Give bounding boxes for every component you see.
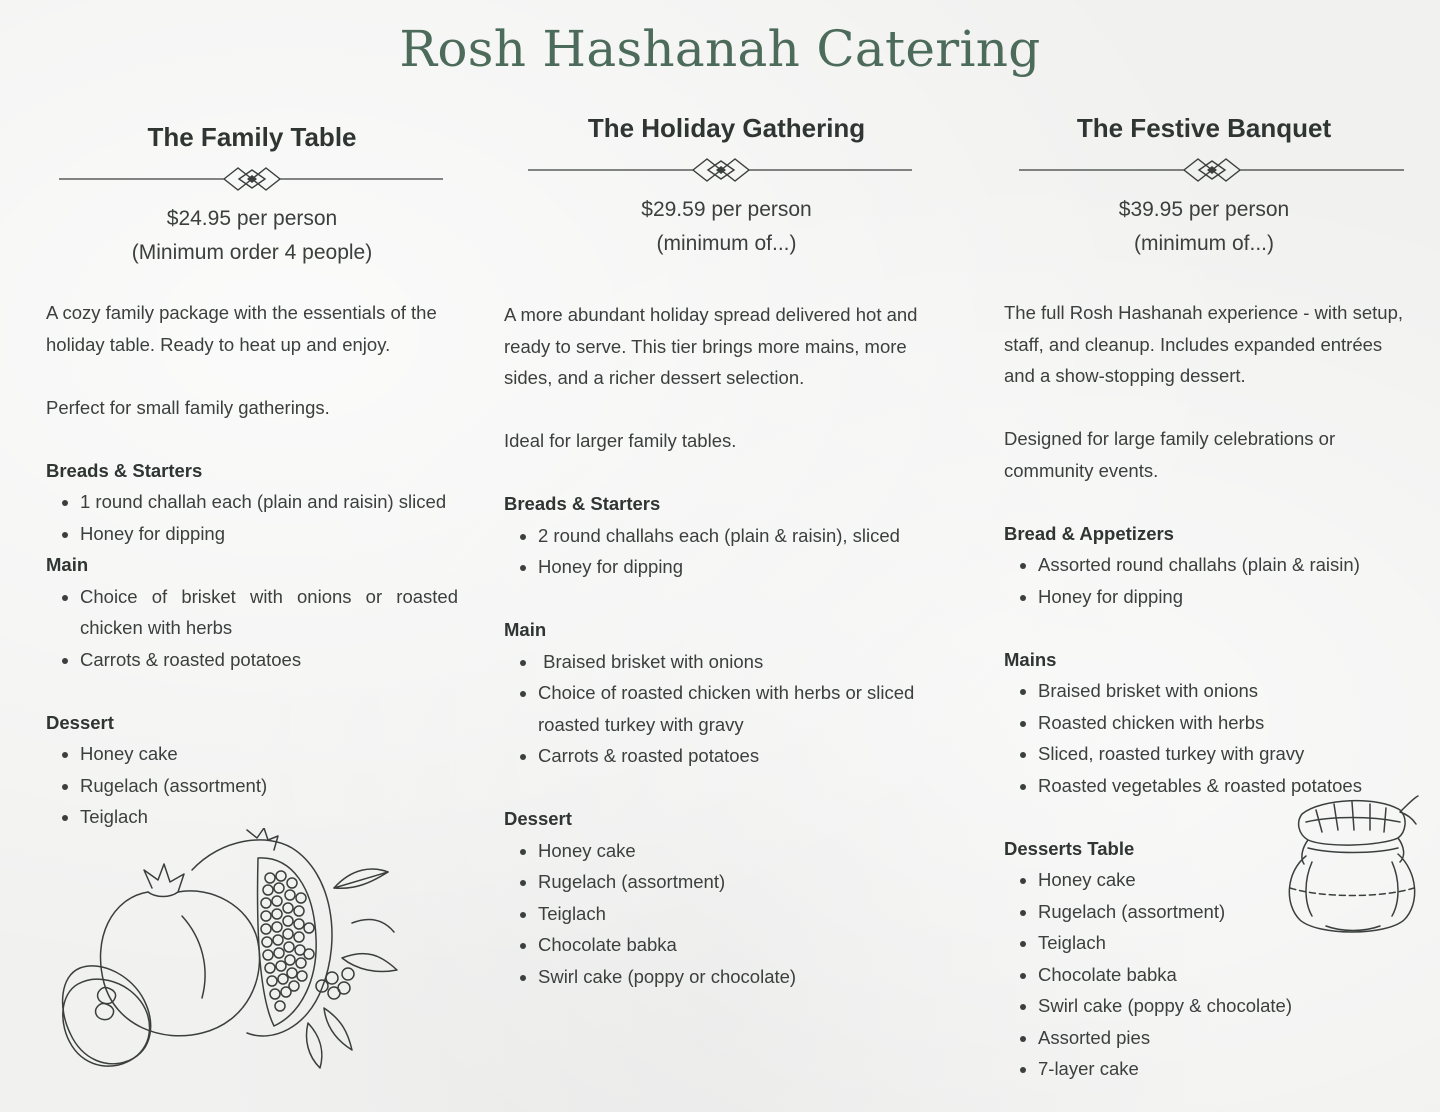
list-item: • Roasted vegetables & roasted potatoes (1038, 770, 1404, 802)
list-item: • Roasted chicken with herbs (1038, 707, 1404, 739)
section-title: Dessert (46, 711, 114, 733)
page-title: Rosh Hashanah Catering (399, 20, 1041, 78)
section-title: Bread & Appetizers (1004, 522, 1174, 544)
item-list (504, 646, 949, 772)
list-item: • Swirl cake (poppy or chocolate) (538, 961, 949, 993)
list-item: • Honey cake (538, 835, 949, 867)
list-item: • Carrots & roasted potatoes (538, 740, 949, 772)
list-item: • Sliced, roasted turkey with gravy (1038, 738, 1404, 770)
list-item: • Assorted round challahs (plain & raisin) (1038, 549, 1404, 581)
pomegranate-apple-sketch-icon (52, 828, 404, 1084)
item-list (504, 520, 949, 583)
list-item: • Honey for dipping (538, 551, 949, 583)
tier-name: The Holiday Gathering (587, 113, 866, 143)
list-item: • Braised brisket with onions (1038, 675, 1404, 707)
section-title: Desserts Table (1004, 837, 1135, 859)
item-list (1004, 549, 1404, 612)
list-item: • Teiglach (1038, 927, 1404, 959)
list-item: • Rugelach (assortment) (538, 866, 949, 898)
list-item: • Chocolate babka (538, 929, 949, 961)
tier-minimum: (minimum of...) (656, 232, 797, 255)
tier-name: The Festive Banquet (1076, 113, 1332, 143)
list-item: • Honey for dipping (80, 518, 458, 550)
tier-holiday-gathering (504, 111, 949, 992)
section-title: Main (504, 619, 547, 640)
item-list (46, 486, 458, 549)
list-item: • 1 round challah each (plain and raisin) sliced (80, 486, 458, 518)
tier-minimum: (Minimum order 4 people) (131, 241, 373, 264)
list-item: • Honey cake (80, 738, 458, 770)
section-title: Dessert (504, 808, 572, 829)
list-item: • Braised brisket with onions (538, 646, 949, 678)
tier-description: A cozy family package with the essentials of the holiday table. Ready to heat up and enjoy. (46, 302, 437, 355)
tier-price: $39.95 per person (1118, 198, 1290, 221)
tier-description: A more abundant holiday spread delivered hot and ready to serve. This tier brings more mains, more sides, and a richer dessert selection. (504, 304, 918, 388)
list-item: • 7-layer cake (1038, 1053, 1404, 1085)
list-item: • Assorted pies (1038, 1022, 1404, 1054)
tier-price: $29.59 per person (641, 198, 812, 221)
ornament-divider-icon (1004, 157, 1404, 183)
list-item: • Rugelach (assortment) (80, 770, 458, 802)
list-item: • Teiglach (538, 898, 949, 930)
tier-header (46, 120, 458, 270)
tier-note: Perfect for small family gatherings. (46, 396, 330, 418)
tier-price: $24.95 per person (166, 207, 338, 230)
list-item: • Honey for dipping (1038, 581, 1404, 613)
tier-family-table (46, 120, 458, 833)
section-title: Mains (1004, 648, 1057, 670)
tier-header (504, 111, 949, 261)
section-title: Breads & Starters (46, 459, 203, 481)
section-title: Main (46, 554, 89, 575)
list-item: • Carrots & roasted potatoes (80, 644, 458, 676)
tier-note: Designed for large family celebrations or community events. (1004, 428, 1336, 481)
item-list (1004, 675, 1404, 801)
tier-minimum: (minimum of...) (1133, 232, 1274, 255)
list-item: • 2 round challahs each (plain & raisin), sliced (538, 520, 949, 552)
list-item: • Honey cake (1038, 864, 1404, 896)
list-item: • Swirl cake (poppy & chocolate) (1038, 990, 1404, 1022)
honey-pot-sketch-icon (1282, 792, 1422, 936)
item-list (46, 581, 458, 676)
list-item: • Rugelach (assortment) (1038, 896, 1404, 928)
tier-description: The full Rosh Hashanah experience - with setup, staff, and cleanup. Includes expanded entrées and a show-stopping dessert. (1004, 302, 1403, 386)
list-item: • Choice of roasted chicken with herbs or sliced roasted turkey with gravy (538, 677, 949, 740)
ornament-divider-icon (504, 157, 949, 183)
section-title: Breads & Starters (504, 493, 661, 514)
item-list (46, 738, 458, 833)
tier-header (1004, 111, 1404, 261)
list-item: • Choice of brisket with onions or roasted chicken with herbs (80, 581, 458, 644)
tier-festive-banquet (1004, 111, 1404, 1085)
tier-name: The Family Table (147, 122, 357, 152)
ornament-divider-icon (46, 166, 458, 192)
list-item: • Teiglach (80, 801, 458, 833)
list-item: • Chocolate babka (1038, 959, 1404, 991)
tier-note: Ideal for larger family tables. (504, 430, 737, 451)
item-list (504, 835, 949, 993)
